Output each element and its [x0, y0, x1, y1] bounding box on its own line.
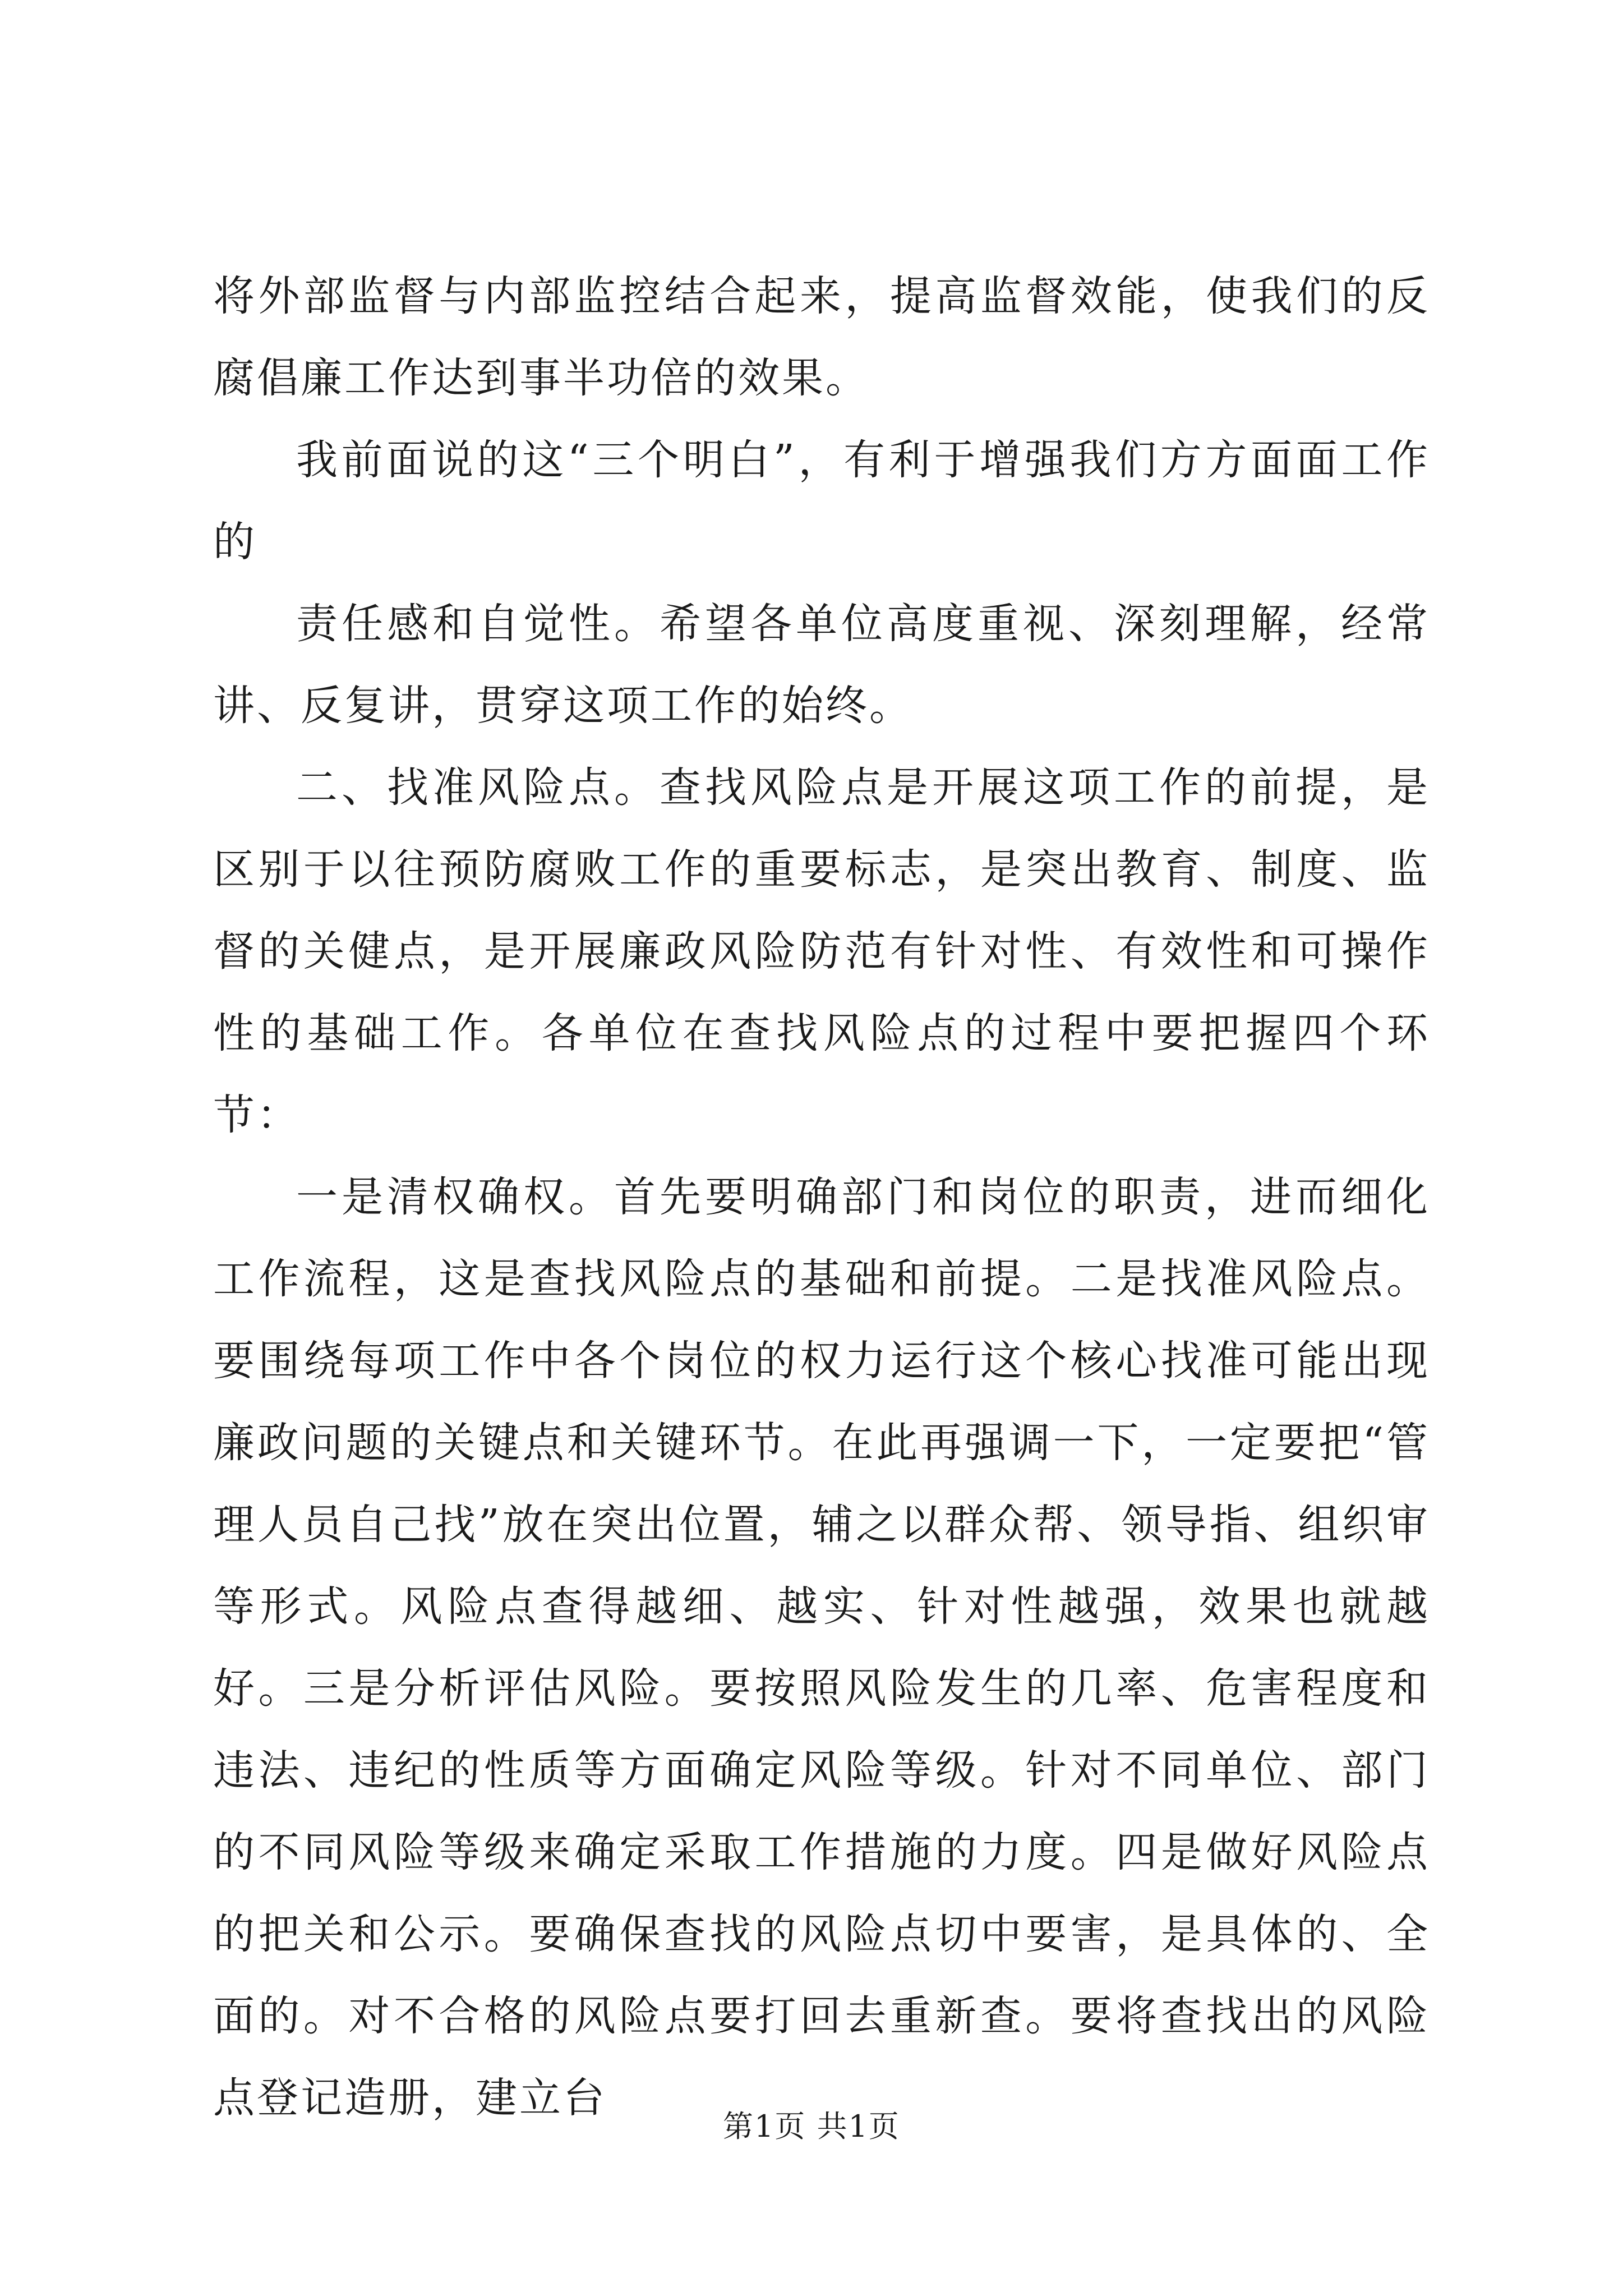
- paragraph-4: 二、找准风险点。查找风险点是开展这项工作的前提，是区别于以往预防腐败工作的重要标志，是突出教育、制度、监督的关健点，是开展廉政风险防范有针对性、有效性和可操作性的基础工作。各单位在查找风险点的过程中要把握四个环节：: [213, 763, 1430, 1139]
- body-text: [213, 255, 1430, 2139]
- paragraph-5: 一是清权确权。首先要明确部门和岗位的职责，进而细化工作流程，这是查找风险点的基础和前提。二是找准风险点。要围绕每项工作中各个岗位的权力运行这个核心找准可能出现廉政问题的关键点和关键环节。在此再强调一下，一定要把“管理人员自己找”放在突出位置，辅之以群众帮、领导指、组织审等形式。风险点查得越细、越实、针对性越强，效果也就越好。三是分析评估风险。要按照风险发生的几率、危害程度和违法、违纪的性质等方面确定风险等级。针对不同单位、部门的不同风险等级来确定采取工作措施的力度。四是做好风险点的把关和公示。要确保查找的风险点切中要害，是具体的、全面的。对不合格的风险点要打回去重新查。要将查找出的风险点登记造册，建立台: [213, 1173, 1430, 2122]
- page-number-footer: 第1页 共1页: [723, 2109, 900, 2144]
- paragraph-3: 责任感和自觉性。希望各单位高度重视、深刻理解，经常讲、反复讲，贯穿这项工作的始终。: [213, 600, 1430, 730]
- paragraph-2: 我前面说的这“三个明白”，有利于增强我们方方面面工作的: [213, 436, 1430, 566]
- paragraph-1: 将外部监督与内部监控结合起来，提高监督效能，使我们的反腐倡廉工作达到事半功倍的效果。: [213, 272, 1430, 402]
